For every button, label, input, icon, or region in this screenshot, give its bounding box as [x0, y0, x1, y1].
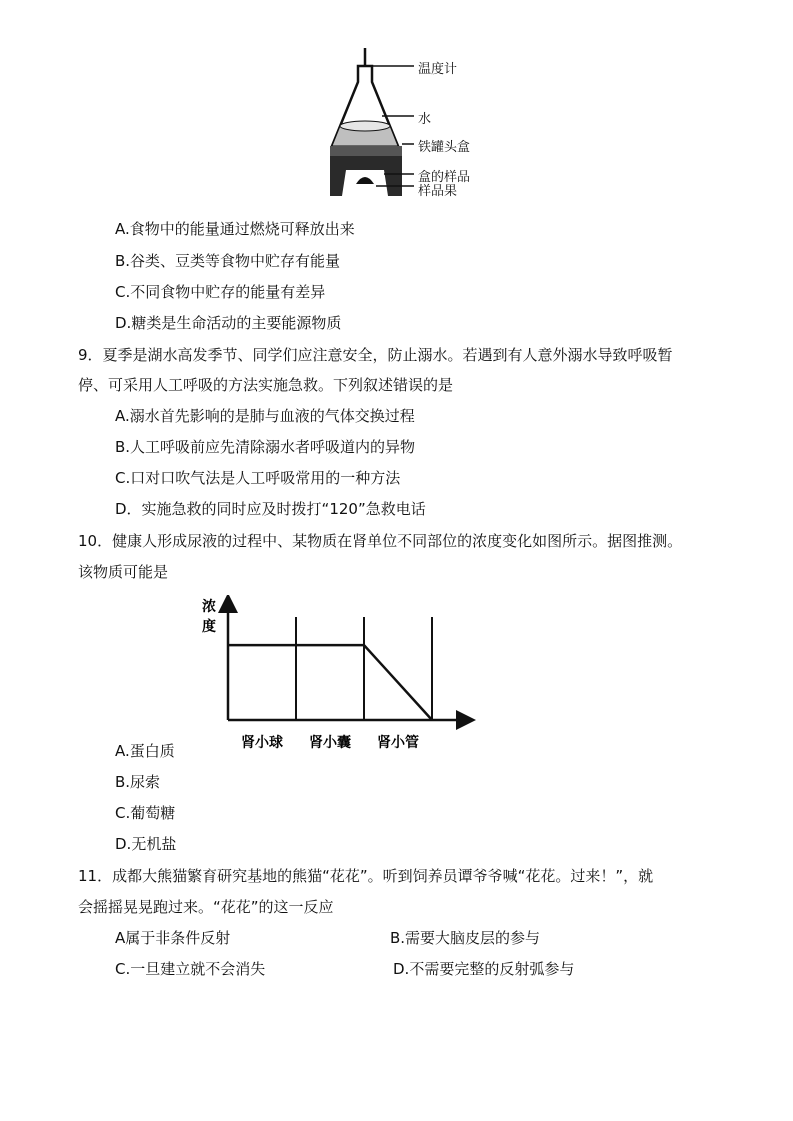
- q9-option-d: D．实施急救的同时应及时拨打“120”急救电话: [115, 500, 426, 518]
- label-tin-can: 铁罐头盒: [418, 140, 471, 155]
- q10-option-d: D.无机盐: [115, 835, 177, 853]
- y-axis-label-1: 浓: [202, 599, 216, 615]
- label-thermometer: 温度计: [418, 62, 458, 77]
- q11-option-d: D.不需要完整的反射弧参与: [393, 960, 575, 978]
- q9-stem-cont: 停、可采用人工呼吸的方法实施急救。下列叙述错误的是: [78, 376, 454, 394]
- x-tick-label: 肾小球: [241, 735, 283, 751]
- q11-option-b: B.需要大脑皮层的参与: [390, 929, 541, 947]
- q11-stem: 11．成都大熊猫繁育研究基地的熊猫“花花”。听到饲养员谭爷爷喊“花花。过来！”，就: [78, 867, 654, 885]
- q11-option-c: C.一旦建立就不会消失: [115, 960, 266, 978]
- q8-option-a: A.食物中的能量通过燃烧可释放出来: [115, 220, 355, 238]
- label-sample: 样品果: [418, 184, 458, 199]
- q10-stem-cont: 该物质可能是: [78, 563, 169, 581]
- q9-stem: 9．夏季是湖水高发季节、同学们应注意安全，防止溺水。若遇到有人意外溺水导致呼吸暂: [78, 346, 673, 364]
- q10-option-c: C.葡萄糖: [115, 804, 176, 822]
- q10-stem: 10．健康人形成尿液的过程中、某物质在肾单位不同部位的浓度变化如图所示。据图推测。: [78, 532, 683, 550]
- y-axis-label-2: 度: [202, 619, 216, 635]
- q11-stem-cont: 会摇摇晃晃跑过来。“花花”的这一反应: [78, 898, 334, 916]
- q10-option-a: A.蛋白质: [115, 742, 175, 760]
- concentration-chart: [190, 595, 480, 755]
- q9-option-c: C.口对口吹气法是人工呼吸常用的一种方法: [115, 469, 401, 487]
- q10-option-b: B.尿索: [115, 773, 161, 791]
- x-tick-label: 肾小管: [377, 735, 419, 751]
- q9-option-a: A.溺水首先影响的是肺与血液的气体交换过程: [115, 407, 415, 425]
- label-water: 水: [418, 112, 432, 127]
- q11-option-a: A属于非条件反射: [115, 929, 231, 947]
- q8-option-c: C.不同食物中贮存的能量有差异: [115, 283, 326, 301]
- q8-option-d: D.糖类是生命活动的主要能源物质: [115, 314, 342, 332]
- q8-option-b: B.谷类、豆类等食物中贮存有能量: [115, 252, 341, 270]
- q9-option-b: B.人工呼吸前应先清除溺水者呼吸道内的异物: [115, 438, 416, 456]
- x-tick-label: 肾小囊: [309, 735, 351, 751]
- series-line: [228, 645, 432, 720]
- label-sample-box: 盒的样品: [418, 170, 471, 185]
